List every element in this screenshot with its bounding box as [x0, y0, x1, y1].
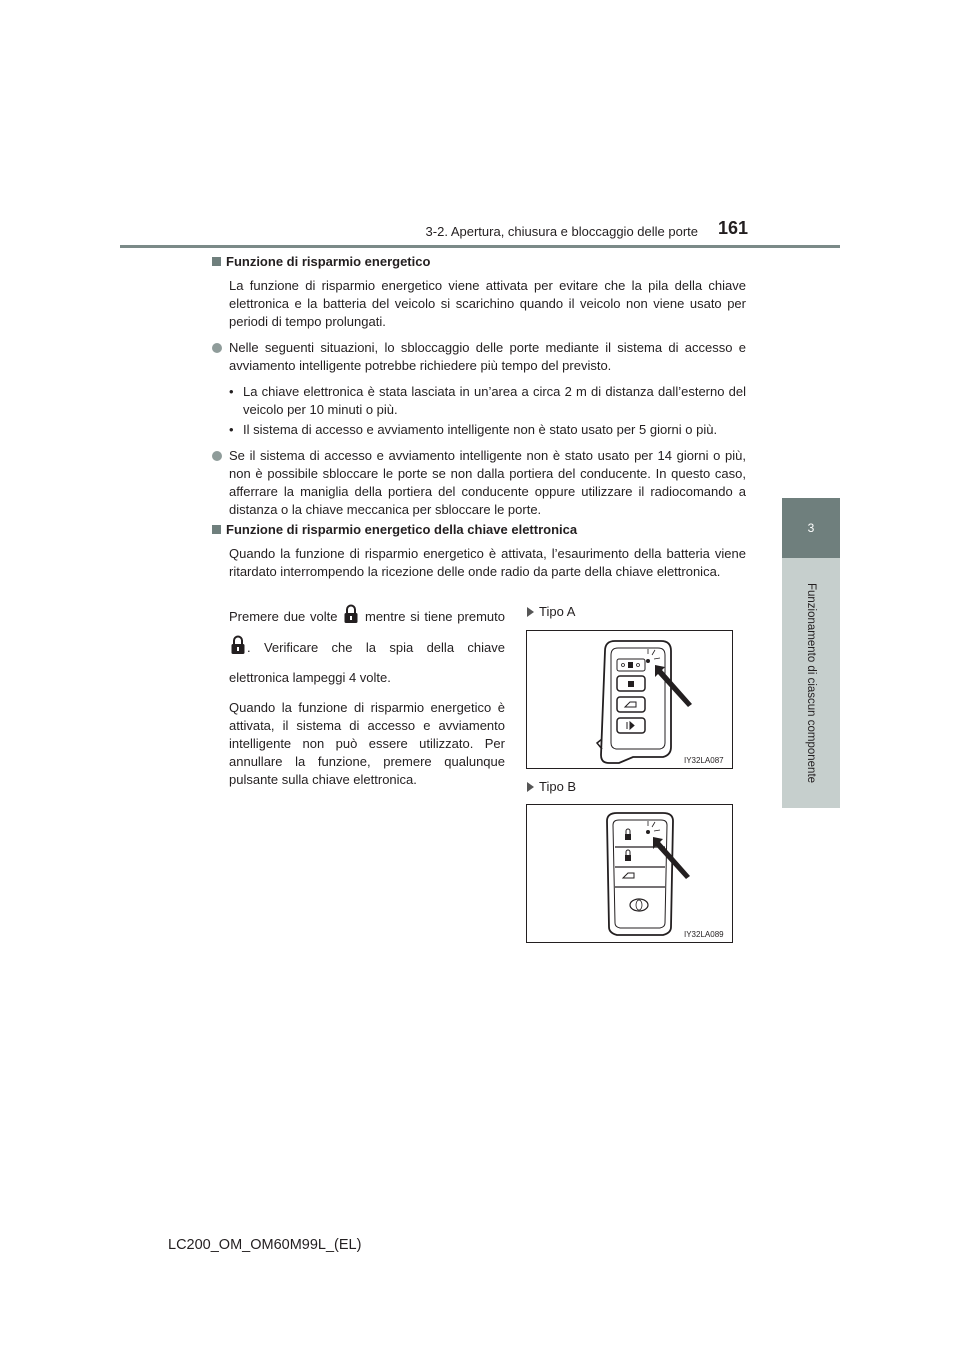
bullet-text: Nelle seguenti situazioni, lo sbloccaggio delle porte mediante il sistema di accesso e avviamento intelligente potrebbe richiedere più tempo del previsto.: [229, 340, 746, 373]
figure-a-key-type-a: [526, 630, 733, 769]
section-intro: Quando la funzione di risparmio energetico è attivata, l’esaurimento della batteria viene ritardato interrompendo la ricezione delle onde radio da parte della chiave elettronica.: [229, 546, 746, 579]
circle-bullet-icon: [212, 451, 222, 461]
sub-list-item: [212, 383, 746, 419]
section-energy-saving: [212, 253, 746, 519]
lock-icon: [342, 603, 360, 634]
figure-code: IY32LA087: [684, 756, 724, 765]
smart-key-a-illustration: [527, 631, 732, 768]
footer-doc-code: LC200_OM_OM60M99L_(EL): [168, 1237, 362, 1253]
square-bullet-icon: [212, 525, 221, 534]
page-number: 161: [718, 218, 749, 238]
header-divider: [120, 245, 840, 248]
instruction-note: Quando la funzione di risparmio energetico è attivata, il sistema di accesso e avviamento intelligente non può essere utilizzato. Per annullare la funzione, premere qualunque pulsante sulla chiave elettronica.: [229, 700, 505, 787]
lock-icon: [229, 634, 247, 665]
bullet-text: Se il sistema di accesso e avviamento intelligente non è stato usato per 14 giorni o più, non è possibile sbloccare le porte se non dalla portiera del conducente. In questo caso, afferrare la maniglia della portiera del conducente oppure utilizzare il radiocomando a distanza o la chiave meccanica per sbloccare le porte.: [229, 448, 746, 517]
circle-bullet-icon: [212, 343, 222, 353]
chapter-tab-number: 3: [782, 498, 840, 558]
figure-code: IY32LA089: [684, 930, 724, 939]
section-intro: La funzione di risparmio energetico viene attivata per evitare che la pila della chiave elettronica e la batteria del veicolo si scarichino quando il veicolo non viene usato per periodi di tempo prolungati.: [229, 278, 746, 329]
dot-bullet: •: [229, 422, 234, 437]
sub-bullet-text: Il sistema di accesso e avviamento intelligente non è stato usato per 5 giorni o più.: [243, 422, 718, 437]
section-key-energy-saving: [212, 521, 746, 581]
arrow-right-icon: [527, 782, 534, 792]
square-bullet-icon: [212, 257, 221, 266]
chapter-tab-title: Funzionamento di ciascun componente: [805, 582, 817, 784]
header-section-title: 3-2. Apertura, chiusura e bloccaggio delle porte: [425, 224, 698, 239]
figure-a-label: Tipo A: [527, 603, 575, 621]
instruction-text: Premere due volte mentre si tiene premuto . Verificare che la spia della chiave elettronica lampeggi 4 volte.: [229, 603, 505, 691]
arrow-right-icon: [527, 607, 534, 617]
instruction-block: [229, 603, 505, 789]
dot-bullet: •: [229, 384, 234, 399]
figure-b-label: Tipo B: [527, 778, 576, 796]
sub-bullet-text: La chiave elettronica è stata lasciata in un’area a circa 2 m di distanza dall’esterno del veicolo per 10 minuti o più.: [243, 384, 746, 417]
list-item: [212, 339, 746, 375]
section-heading: Funzione di risparmio energetico: [212, 253, 746, 271]
list-item: [212, 447, 746, 519]
section-heading: Funzione di risparmio energetico della chiave elettronica: [212, 521, 746, 539]
smart-key-b-illustration: [527, 805, 732, 942]
figure-b-key-type-b: [526, 804, 733, 943]
sub-list-item: [212, 421, 746, 439]
